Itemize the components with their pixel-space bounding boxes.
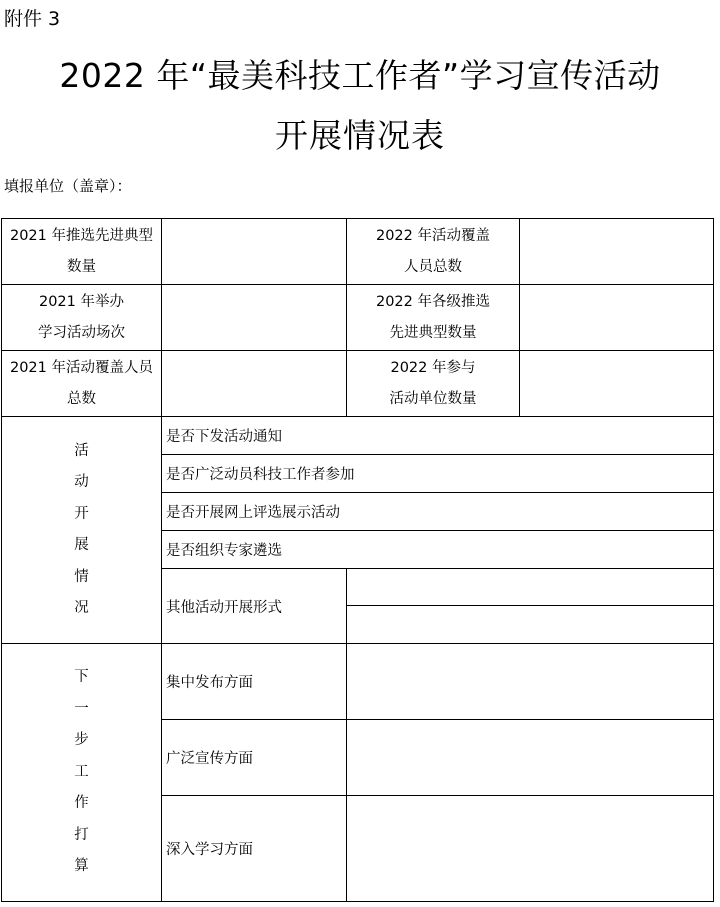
table-row (2, 285, 714, 351)
question-cell[interactable]: 是否开展网上评选展示活动 (162, 493, 714, 531)
label-text: 2021 年活动覆盖人员 (9, 359, 153, 376)
value-cell[interactable] (347, 796, 714, 902)
question-cell[interactable]: 是否广泛动员科技工作者参加 (162, 455, 714, 493)
value-cell[interactable] (347, 606, 714, 644)
value-cell[interactable] (520, 219, 714, 285)
plan-label: 广泛宣传方面 (162, 720, 347, 796)
label-cell (347, 219, 520, 285)
label-cell (2, 351, 162, 417)
value-cell[interactable] (162, 285, 347, 351)
section-next-plans-label (2, 644, 162, 902)
label-cell (347, 351, 520, 417)
plan-label: 深入学习方面 (162, 796, 347, 902)
vertical-char: 情 (74, 568, 89, 585)
label-text: 学习活动场次 (38, 324, 125, 341)
question-cell[interactable]: 是否组织专家遴选 (162, 531, 714, 569)
plan-label: 集中发布方面 (162, 644, 347, 720)
title-line-2: 开展情况表 (275, 116, 445, 155)
vertical-char: 动 (74, 474, 89, 490)
vertical-char: 作 (74, 795, 89, 812)
vertical-char: 一 (74, 700, 89, 717)
table-row (2, 219, 714, 285)
value-cell[interactable] (347, 644, 714, 720)
value-cell[interactable] (520, 351, 714, 417)
other-forms-label: 其他活动开展形式 (162, 569, 347, 644)
vertical-char: 工 (74, 763, 89, 780)
vertical-char: 步 (74, 732, 89, 749)
section-activity-status-label (2, 417, 162, 644)
value-cell[interactable] (520, 285, 714, 351)
table-row (2, 351, 714, 417)
label-cell (347, 285, 520, 351)
value-cell[interactable] (347, 569, 714, 606)
table-row (2, 644, 714, 720)
label-text: 2021 年举办 (38, 293, 124, 310)
vertical-char: 况 (74, 600, 89, 616)
reporting-unit-label: 填报单位（盖章）： (4, 177, 132, 195)
question-cell[interactable]: 是否下发活动通知 (162, 417, 714, 455)
vertical-char: 算 (74, 858, 89, 875)
label-text: 数量 (67, 258, 96, 275)
vertical-char: 下 (74, 669, 89, 686)
label-text: 2021 年推选先进典型 (9, 227, 153, 244)
label-text: 2022 年活动覆盖 (375, 227, 490, 244)
title-line-1: 2022 年“最美科技工作者”学习宣传活动 (59, 56, 661, 95)
vertical-char: 打 (74, 826, 89, 843)
attachment-label: 附件 3 (4, 8, 61, 30)
label-cell (2, 219, 162, 285)
label-text: 人员总数 (404, 258, 462, 275)
vertical-char: 展 (74, 537, 89, 553)
label-text: 2022 年参与 (390, 359, 476, 376)
label-cell (2, 285, 162, 351)
value-cell[interactable] (162, 219, 347, 285)
label-text: 总数 (67, 390, 96, 407)
label-text: 活动单位数量 (389, 390, 477, 407)
label-text: 2022 年各级推选 (375, 293, 490, 310)
table-row (2, 417, 714, 455)
vertical-char: 开 (74, 505, 89, 522)
activity-status-table (1, 218, 714, 902)
label-text: 先进典型数量 (389, 324, 477, 341)
value-cell[interactable] (162, 351, 347, 417)
value-cell[interactable] (347, 720, 714, 796)
vertical-char: 活 (74, 442, 89, 459)
